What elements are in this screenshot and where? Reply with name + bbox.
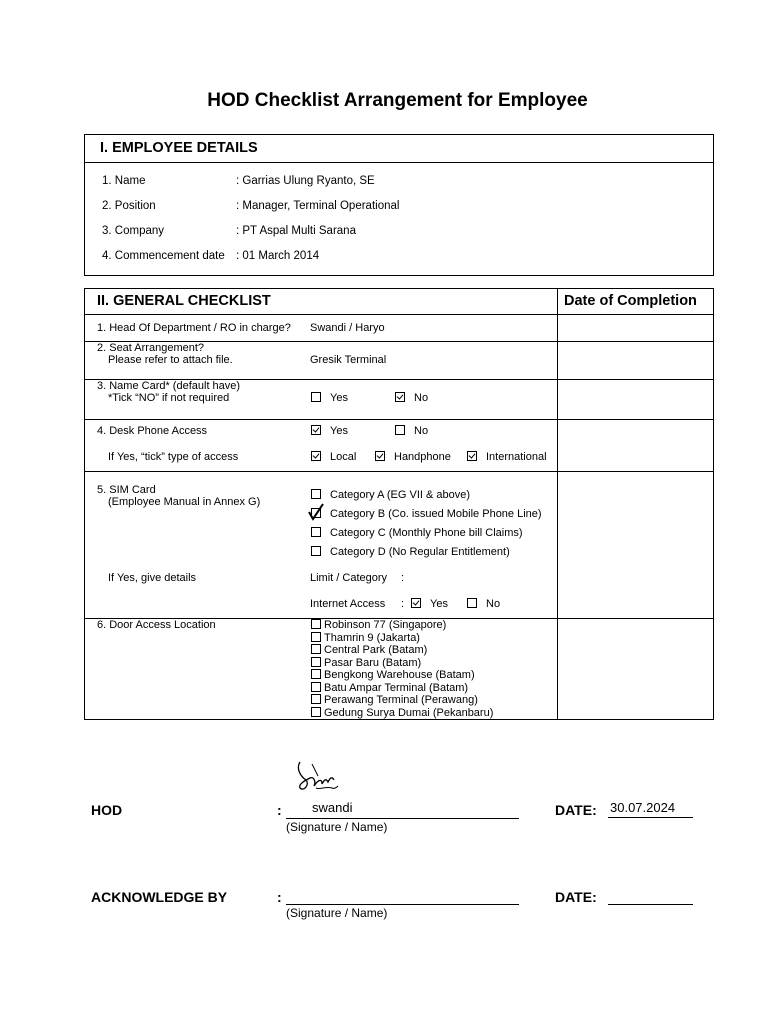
hod-signature-caption: (Signature / Name) <box>286 820 388 834</box>
checkbox-icon[interactable] <box>311 489 321 499</box>
internet-access-label: Internet Access <box>310 598 386 610</box>
option-label: Perawang Terminal (Perawang) <box>324 694 478 706</box>
door-location-option[interactable] <box>311 694 478 707</box>
option-label: Category A (EG VII & above) <box>330 489 471 501</box>
door-access-question: 6. Door Access Location <box>97 619 216 631</box>
checkbox-icon[interactable] <box>467 598 477 608</box>
option-label: Category B (Co. issued Mobile Phone Line) <box>330 508 542 520</box>
option-label: Thamrin 9 (Jakarta) <box>324 631 420 644</box>
checkbox-icon[interactable] <box>311 694 321 704</box>
acknowledge-colon: : <box>277 889 282 905</box>
access-type-international[interactable] <box>467 451 547 464</box>
detail-label-commencement: 4. Commencement date <box>102 250 225 262</box>
hod-handwritten-name: swandi <box>312 800 353 815</box>
internet-yes-option[interactable] <box>411 598 448 611</box>
name-card-yes-option[interactable] <box>311 392 348 405</box>
checkbox-icon[interactable] <box>395 425 405 435</box>
row-divider <box>85 419 713 420</box>
row-divider <box>85 471 713 472</box>
desk-phone-question: 4. Desk Phone Access <box>97 425 208 437</box>
option-label: Gedung Surya Dumai (Pekanbaru) <box>324 706 494 719</box>
employee-details-heading: I. EMPLOYEE DETAILS <box>100 140 258 156</box>
option-label: Local <box>330 451 357 463</box>
checkbox-icon[interactable] <box>311 392 321 402</box>
option-label: Robinson 77 (Singapore) <box>324 619 447 631</box>
limit-category-label: Limit / Category <box>310 572 388 584</box>
divider <box>85 162 713 163</box>
door-location-option[interactable] <box>311 644 427 657</box>
hod-question: 1. Head Of Department / RO in charge? <box>97 322 291 334</box>
checked-checkbox-icon[interactable] <box>375 451 385 461</box>
hod-answer: Swandi / Haryo <box>310 322 385 334</box>
detail-value-name: : Garrias Ulung Ryanto, SE <box>236 175 375 187</box>
detail-value-commencement: : 01 March 2014 <box>236 250 320 262</box>
seat-note: Please refer to attach file. <box>108 354 233 366</box>
checkbox-icon[interactable] <box>311 682 321 692</box>
door-location-option[interactable] <box>311 669 475 682</box>
option-label: Batu Ampar Terminal (Batam) <box>324 681 469 694</box>
checked-checkbox-icon[interactable] <box>467 451 477 461</box>
option-label: International <box>486 451 547 463</box>
checked-checkbox-icon[interactable] <box>311 451 321 461</box>
limit-category-colon: : <box>401 572 405 584</box>
checkbox-icon[interactable] <box>311 669 321 679</box>
sim-card-question: 5. SIM Card <box>97 484 156 496</box>
hod-signoff-colon: : <box>277 802 282 818</box>
acknowledge-signature-line[interactable] <box>286 904 519 905</box>
sim-category-d[interactable] <box>311 546 510 559</box>
seat-question: 2. Seat Arrangement? <box>97 342 205 354</box>
option-label: Category C (Monthly Phone bill Claims) <box>330 527 523 539</box>
sim-details-prompt: If Yes, give details <box>108 572 197 584</box>
door-location-option[interactable] <box>311 682 468 695</box>
acknowledge-date-label: DATE: <box>555 889 597 905</box>
hod-date-label: DATE: <box>555 802 597 818</box>
detail-label-name: 1. Name <box>102 175 146 187</box>
name-card-question: 3. Name Card* (default have) <box>97 380 241 392</box>
hod-signature-line[interactable] <box>286 818 519 819</box>
access-type-local[interactable] <box>311 451 356 464</box>
detail-value-position: : Manager, Terminal Operational <box>236 200 400 212</box>
option-label: No <box>414 425 429 437</box>
acknowledge-label: ACKNOWLEDGE BY <box>91 889 228 905</box>
page-title: HOD Checklist Arrangement for Employee <box>207 90 588 111</box>
desk-phone-yes-option[interactable] <box>311 425 348 438</box>
option-label: No <box>486 598 501 610</box>
row-divider <box>85 314 713 315</box>
acknowledge-signature-caption: (Signature / Name) <box>286 906 388 920</box>
option-label: Pasar Baru (Batam) <box>324 656 422 669</box>
hod-date-line[interactable] <box>608 817 693 818</box>
checkbox-icon[interactable] <box>311 707 321 717</box>
sim-category-b[interactable] <box>311 508 542 521</box>
hod-signoff-label: HOD <box>91 802 123 818</box>
internet-no-option[interactable] <box>467 598 500 611</box>
access-type-prompt: If Yes, “tick” type of access <box>108 451 239 463</box>
acknowledge-date-line[interactable] <box>608 904 693 905</box>
checkbox-icon[interactable] <box>311 632 321 642</box>
checkbox-icon[interactable] <box>311 644 321 654</box>
option-label: No <box>414 392 429 404</box>
internet-access-colon: : <box>401 598 405 610</box>
detail-label-position: 2. Position <box>102 200 156 212</box>
signature-scribble-icon <box>292 758 342 800</box>
door-location-option[interactable] <box>311 632 420 645</box>
sim-card-note: (Employee Manual in Annex G) <box>108 496 261 508</box>
detail-label-company: 3. Company <box>102 225 165 237</box>
sim-category-c[interactable] <box>311 527 523 540</box>
sim-category-a[interactable] <box>311 489 470 502</box>
option-label: Central Park (Batam) <box>324 644 428 656</box>
name-card-note: *Tick “NO” if not required <box>108 392 230 404</box>
door-location-option[interactable] <box>311 619 446 632</box>
option-label: Handphone <box>394 451 451 463</box>
checked-checkbox-icon[interactable] <box>311 425 321 435</box>
employee-details-section <box>84 134 714 276</box>
option-label: Yes <box>430 598 448 610</box>
checked-checkbox-icon[interactable] <box>395 392 405 402</box>
date-of-completion-heading: Date of Completion <box>564 293 697 309</box>
hod-date-value: 30.07.2024 <box>610 800 676 815</box>
handwritten-check-icon <box>307 502 325 522</box>
checkbox-icon[interactable] <box>311 657 321 667</box>
checkbox-icon[interactable] <box>311 619 321 629</box>
checkbox-icon[interactable] <box>311 546 321 556</box>
option-label: Yes <box>330 425 348 437</box>
seat-answer: Gresik Terminal <box>310 354 387 366</box>
option-label: Bengkong Warehouse (Batam) <box>324 669 475 681</box>
name-card-no-option[interactable] <box>395 392 428 405</box>
detail-value-company: : PT Aspal Multi Sarana <box>236 225 356 237</box>
door-location-option[interactable] <box>311 707 493 720</box>
option-label: Category D (No Regular Entitlement) <box>330 546 510 558</box>
desk-phone-no-option[interactable] <box>395 425 428 438</box>
general-checklist-heading: II. GENERAL CHECKLIST <box>97 293 271 309</box>
column-divider <box>557 289 558 719</box>
door-location-option[interactable] <box>311 657 421 670</box>
checkbox-icon[interactable] <box>311 527 321 537</box>
checked-checkbox-icon[interactable] <box>411 598 421 608</box>
option-label: Yes <box>330 392 348 404</box>
access-type-handphone[interactable] <box>375 451 451 464</box>
general-checklist-section <box>84 288 714 720</box>
